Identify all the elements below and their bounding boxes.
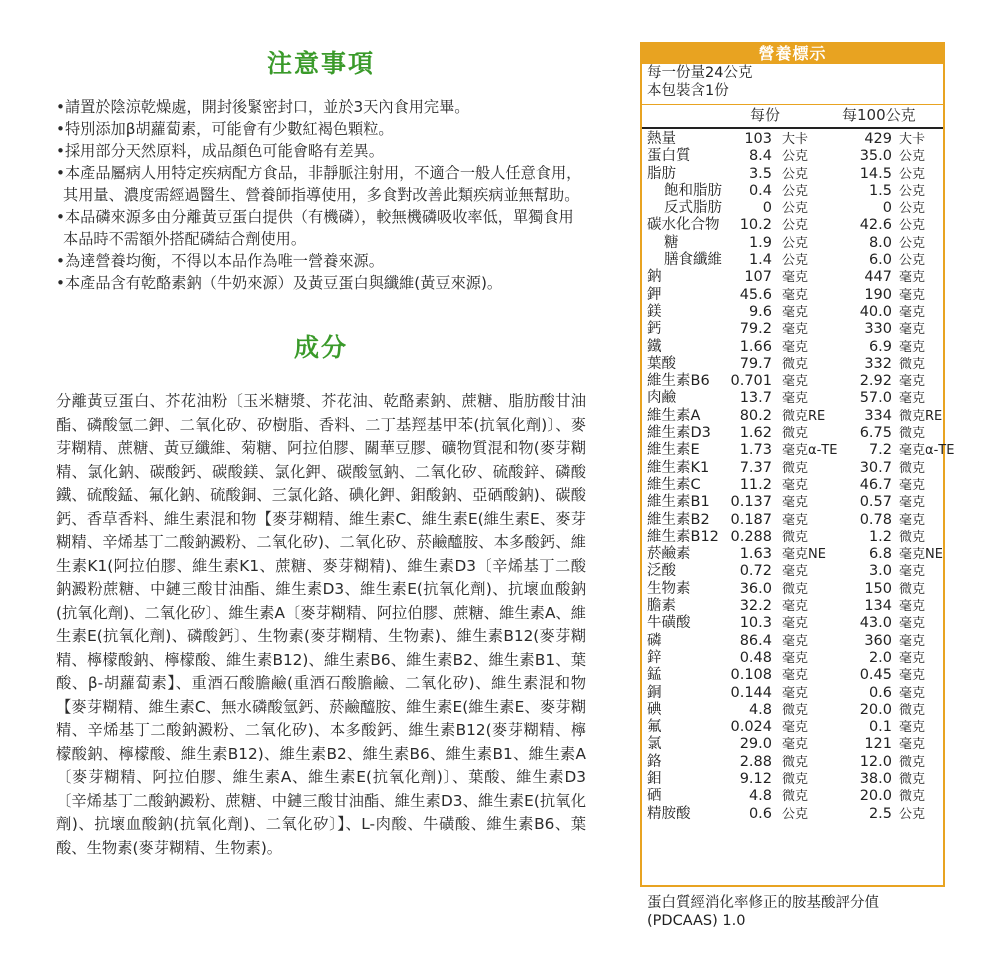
value-per-serving: 79.2 bbox=[739, 321, 772, 338]
nutrient-row bbox=[642, 719, 943, 736]
value-per-serving: 0.4 bbox=[748, 182, 772, 199]
nutrient-name: 維生素K1 bbox=[647, 459, 710, 476]
value-per-100g: 0 bbox=[882, 200, 892, 217]
value-per-serving: 1.4 bbox=[748, 252, 772, 269]
unit-per-serving: 毫克 bbox=[782, 477, 809, 493]
value-per-100g: 3.0 bbox=[868, 563, 892, 580]
unit-per-serving: 公克 bbox=[782, 235, 809, 251]
nutrient-row bbox=[642, 390, 943, 407]
value-per-100g: 14.5 bbox=[859, 165, 892, 182]
nutrient-name: 維生素E bbox=[647, 442, 700, 459]
value-per-serving: 9.12 bbox=[739, 770, 772, 787]
unit-per-100g: 微克 bbox=[899, 789, 926, 805]
nutrient-row bbox=[642, 477, 943, 494]
value-per-100g: 2.5 bbox=[868, 805, 892, 822]
value-per-serving: 0 bbox=[762, 200, 772, 217]
unit-per-serving: 毫克 bbox=[782, 304, 809, 320]
value-per-serving: 0.288 bbox=[730, 528, 772, 545]
value-per-100g: 46.7 bbox=[859, 476, 892, 493]
unit-per-100g: 微克 bbox=[899, 426, 926, 442]
note-item: •特別添加β胡蘿蔔素，可能會有少數紅褐色顆粒。 bbox=[56, 120, 394, 138]
nutrient-row bbox=[642, 235, 943, 252]
unit-per-100g: 毫克 bbox=[899, 322, 926, 338]
nutrient-name: 膳食纖維 bbox=[664, 252, 722, 269]
nutrient-row bbox=[642, 217, 943, 234]
unit-per-100g: 毫克 bbox=[899, 270, 926, 286]
unit-per-100g: 微克 bbox=[899, 581, 926, 597]
unit-per-serving: 毫克 bbox=[782, 685, 809, 701]
nutrient-name: 膽素 bbox=[647, 598, 676, 615]
note-item: •為達營養均衡，不得以本品作為唯一營養來源。 bbox=[56, 252, 384, 270]
nutrient-row bbox=[642, 667, 943, 684]
nutrient-row bbox=[642, 373, 943, 390]
nutrient-row bbox=[642, 269, 943, 286]
value-per-serving: 7.37 bbox=[739, 459, 772, 476]
value-per-serving: 36.0 bbox=[739, 580, 772, 597]
value-per-100g: 0.1 bbox=[868, 719, 892, 736]
unit-per-serving: 毫克 bbox=[782, 391, 809, 407]
nutrient-row bbox=[642, 339, 943, 356]
value-per-100g: 35.0 bbox=[859, 148, 892, 165]
nutrient-name: 鉀 bbox=[647, 286, 662, 303]
unit-per-serving: 公克 bbox=[782, 183, 809, 199]
nutrient-name: 維生素B2 bbox=[647, 511, 710, 528]
value-per-100g: 20.0 bbox=[859, 701, 892, 718]
nutrient-name: 鈣 bbox=[647, 321, 662, 338]
nutrient-name: 菸鹼素 bbox=[647, 546, 691, 563]
value-per-100g: 190 bbox=[864, 286, 892, 303]
unit-per-100g: 微克 bbox=[899, 771, 926, 787]
nutrient-row bbox=[642, 460, 943, 477]
value-per-100g: 6.0 bbox=[868, 252, 892, 269]
value-per-serving: 29.0 bbox=[739, 736, 772, 753]
pdcaas-note bbox=[647, 894, 947, 930]
value-per-100g: 334 bbox=[864, 407, 892, 424]
unit-per-100g: 微克 bbox=[899, 460, 926, 476]
nutrient-name: 脂肪 bbox=[647, 165, 676, 182]
value-per-100g: 6.8 bbox=[868, 546, 892, 563]
nutrient-row bbox=[642, 581, 943, 598]
unit-per-serving: 公克 bbox=[782, 166, 809, 182]
value-per-serving: 1.9 bbox=[748, 234, 772, 251]
value-per-100g: 6.75 bbox=[859, 425, 892, 442]
nutrient-row bbox=[642, 304, 943, 321]
unit-per-100g: 毫克 bbox=[899, 512, 926, 528]
value-per-100g: 150 bbox=[864, 580, 892, 597]
nutrient-name: 精胺酸 bbox=[647, 805, 691, 822]
unit-per-100g: 大卡 bbox=[899, 132, 926, 147]
nutrient-row bbox=[642, 148, 943, 165]
unit-per-serving: 毫克NE bbox=[782, 547, 826, 563]
nutrient-name: 氯 bbox=[647, 736, 662, 753]
nutrient-name: 維生素B6 bbox=[647, 373, 710, 390]
nutrient-row bbox=[642, 771, 943, 788]
value-per-100g: 12.0 bbox=[859, 753, 892, 770]
unit-per-serving: 微克 bbox=[782, 702, 809, 718]
unit-per-100g: 毫克 bbox=[899, 304, 926, 320]
unit-per-serving: 毫克 bbox=[782, 737, 809, 753]
value-per-serving: 4.8 bbox=[748, 788, 772, 805]
unit-per-100g: 微克 bbox=[899, 754, 926, 770]
nutrient-name: 蛋白質 bbox=[647, 148, 691, 165]
value-per-100g: 30.7 bbox=[859, 459, 892, 476]
unit-per-serving: 毫克 bbox=[782, 564, 809, 580]
value-per-serving: 8.4 bbox=[748, 148, 772, 165]
nutrient-row bbox=[642, 563, 943, 580]
value-per-serving: 0.72 bbox=[739, 563, 772, 580]
value-per-serving: 3.5 bbox=[748, 165, 772, 182]
nutrient-name: 熱量 bbox=[647, 131, 676, 147]
value-per-serving: 0.024 bbox=[730, 719, 772, 736]
left-column bbox=[56, 44, 586, 860]
value-per-serving: 0.48 bbox=[739, 649, 772, 666]
unit-per-100g: 公克 bbox=[899, 166, 926, 182]
nutrient-row bbox=[642, 529, 943, 546]
unit-per-serving: 毫克 bbox=[782, 512, 809, 528]
ingredients-title: 成分 bbox=[293, 333, 348, 362]
unit-per-serving: 毫克α-TE bbox=[782, 443, 838, 459]
value-per-serving: 0.137 bbox=[730, 494, 772, 511]
note-item: •本品磷來源多由分離黃豆蛋白提供（有機磷），較無機磷吸收率低，單獨食用本品時不需額外搭配磷結合劑使用。 bbox=[56, 208, 574, 248]
unit-per-serving: 公克 bbox=[782, 806, 809, 822]
unit-per-serving: 大卡 bbox=[782, 132, 809, 147]
unit-per-100g: 毫克 bbox=[899, 720, 926, 736]
value-per-100g: 6.9 bbox=[868, 338, 892, 355]
value-per-serving: 13.7 bbox=[739, 390, 772, 407]
value-per-100g: 0.6 bbox=[868, 684, 892, 701]
unit-per-100g: 公克 bbox=[899, 218, 926, 234]
unit-per-serving: 毫克 bbox=[782, 720, 809, 736]
value-per-serving: 10.3 bbox=[739, 615, 772, 632]
nutrient-row bbox=[642, 356, 943, 373]
nutrient-row bbox=[642, 200, 943, 217]
col-per-serving: 每份 bbox=[750, 106, 781, 124]
nutrient-name: 肉鹼 bbox=[647, 390, 676, 407]
nutrient-row bbox=[642, 131, 943, 148]
value-per-serving: 0.187 bbox=[730, 511, 772, 528]
value-per-serving: 0.701 bbox=[730, 373, 772, 390]
nutrient-row bbox=[642, 425, 943, 442]
value-per-serving: 86.4 bbox=[739, 632, 772, 649]
column-header bbox=[642, 104, 943, 125]
value-per-100g: 447 bbox=[864, 269, 892, 286]
unit-per-serving: 毫克 bbox=[782, 495, 809, 511]
nutrient-name: 反式脂肪 bbox=[664, 200, 722, 217]
nutrient-row bbox=[642, 287, 943, 304]
unit-per-100g: 公克 bbox=[899, 235, 926, 251]
value-per-100g: 332 bbox=[864, 355, 892, 372]
unit-per-100g: 毫克 bbox=[899, 616, 926, 632]
nutrient-row bbox=[642, 408, 943, 425]
unit-per-serving: 微克 bbox=[782, 356, 809, 372]
nutrient-name: 鉻 bbox=[647, 753, 662, 770]
value-per-100g: 429 bbox=[864, 131, 892, 147]
nutrient-name: 泛酸 bbox=[647, 563, 676, 580]
unit-per-100g: 毫克 bbox=[899, 599, 926, 615]
unit-per-100g: 公克 bbox=[899, 201, 926, 217]
value-per-serving: 1.63 bbox=[739, 546, 772, 563]
nutrient-row bbox=[642, 685, 943, 702]
value-per-100g: 1.2 bbox=[868, 528, 892, 545]
unit-per-serving: 微克 bbox=[782, 789, 809, 805]
nutrient-row bbox=[642, 650, 943, 667]
unit-per-100g: 毫克 bbox=[899, 737, 926, 753]
unit-per-serving: 微克 bbox=[782, 529, 809, 545]
value-per-serving: 1.62 bbox=[739, 425, 772, 442]
value-per-100g: 330 bbox=[864, 321, 892, 338]
value-per-serving: 4.8 bbox=[748, 701, 772, 718]
pdcaas-line1: 蛋白質經消化率修正的胺基酸評分值 bbox=[647, 895, 879, 911]
unit-per-serving: 毫克 bbox=[782, 322, 809, 338]
unit-per-100g: 微克 bbox=[899, 356, 926, 372]
unit-per-serving: 公克 bbox=[782, 253, 809, 269]
unit-per-serving: 公克 bbox=[782, 149, 809, 165]
nutrition-panel bbox=[640, 42, 955, 929]
value-per-100g: 2.92 bbox=[859, 373, 892, 390]
nutrient-row bbox=[642, 615, 943, 632]
nutrient-name: 糖 bbox=[664, 234, 679, 251]
nutrient-row bbox=[642, 546, 943, 563]
unit-per-serving: 毫克 bbox=[782, 287, 809, 303]
nutrition-title: 營養標示 bbox=[642, 44, 943, 64]
unit-per-100g: 毫克 bbox=[899, 685, 926, 701]
value-per-serving: 0.6 bbox=[748, 805, 772, 822]
ingredients-text: 分離黃豆蛋白、芥花油粉〔玉米糖漿、芥花油、乾酪素鈉、蔗糖、脂肪酸甘油酯、磷酸氫二鉀、二氧化矽、矽樹脂、香料、二丁基羥基甲苯(抗氧化劑)〕、麥芽糊精、蔗糖、黃豆纖維、菊糖、阿拉伯膠、關華豆膠、礦物質混和物(麥芽糊精、氯化鈉、碳酸鈣、碳酸鎂、氯化鉀、碳酸氫鈉、二氧化矽、硫酸鋅、磷酸鐵、硫酸錳、氟化鈉、硫酸銅、三氯化鉻、碘化鉀、鉬酸鈉、亞硒酸鈉)、碳酸鈣、香草香料、維生素混和物【麥芽糊精、維生素C、維生素E(維生素E、麥芽糊精、辛烯基丁二酸鈉澱粉、二氧化矽)、二氧化矽、菸鹼醯胺、本多酸鈣、維生素K1(阿拉伯膠、維生素K1、蔗糖、麥芽糊精)、維生素D3〔辛烯基丁二酸鈉澱粉蔗糖、中鏈三酸甘油酯、維生素D3、維生素E(抗氧化劑)、抗壞血酸鈉(抗氧化劑)、二氧化矽〕、維生素A〔麥芽糊精、阿拉伯膠、蔗糖、維生素A、維生素E(抗氧化劑)、磷酸鈣〕、生物素(麥芽糊精、生物素)、維生素B12(麥芽糊精、檸檬酸鈉、檸檬酸、維生素B12)、維生素B6、維生素B2、維生素B1、葉酸、β-胡蘿蔔素】、重酒石酸膽鹼(重酒石酸膽鹼、二氧化矽)、維生素混和物【麥芽糊精、維生素C、無水磷酸氫鈣、菸鹼醯胺、維生素E(維生素E、麥芽糊精、辛烯基丁二酸鈉澱粉、二氧化矽)、本多酸鈣、維生素B12(麥芽糊精、檸檬酸鈉、檸檬酸、維生素B12)、維生素B2、維生素B6、維生素B1、維生素A〔麥芽糊精、阿拉伯膠、維生素A、維生素E(抗氧化劑)〕、葉酸、維生素D3〔辛烯基丁二酸鈉澱粉、蔗糖、中鏈三酸甘油酯、維生素D3、維生素E(抗氧化劑)、抗壞血酸鈉(抗氧化劑)、二氧化矽〕】、L-肉酸、牛磺酸、維生素B6、葉酸、生物素(麥芽糊精、生物素)。 bbox=[56, 392, 587, 857]
unit-per-serving: 毫克 bbox=[782, 374, 809, 390]
value-per-100g: 43.0 bbox=[859, 615, 892, 632]
value-per-serving: 1.66 bbox=[739, 338, 772, 355]
nutrient-row bbox=[642, 442, 955, 459]
unit-per-100g: 毫克 bbox=[899, 495, 926, 511]
nutrient-row bbox=[642, 598, 943, 615]
unit-per-100g: 公克 bbox=[899, 183, 926, 199]
serving-size: 每一份量24公克 bbox=[647, 65, 753, 81]
nutrient-name: 碳水化合物 bbox=[647, 217, 720, 234]
unit-per-100g: 微克 bbox=[899, 702, 926, 718]
nutrient-name: 牛磺酸 bbox=[647, 615, 691, 632]
nutrient-name: 氟 bbox=[647, 719, 662, 736]
value-per-100g: 8.0 bbox=[868, 234, 892, 251]
unit-per-100g: 毫克NE bbox=[899, 547, 943, 563]
unit-per-100g: 毫克 bbox=[899, 339, 926, 355]
value-per-100g: 57.0 bbox=[859, 390, 892, 407]
nutrient-name: 維生素A bbox=[647, 407, 701, 424]
nutrient-name: 銅 bbox=[647, 684, 662, 701]
notes-list bbox=[56, 96, 586, 294]
unit-per-100g: 毫克 bbox=[899, 477, 926, 493]
nutrient-name: 飽和脂肪 bbox=[664, 182, 722, 199]
value-per-serving: 32.2 bbox=[739, 598, 772, 615]
note-item: •本產品屬病人用特定疾病配方食品，非靜脈注射用，不適合一般人任意食用，其用量、濃度需經過醫生、營養師指導使用，多食對改善此類疾病並無幫助。 bbox=[56, 164, 582, 204]
unit-per-serving: 微克 bbox=[782, 460, 809, 476]
value-per-100g: 7.2 bbox=[868, 442, 892, 459]
value-per-100g: 42.6 bbox=[859, 217, 892, 234]
value-per-serving: 2.88 bbox=[739, 753, 772, 770]
servings-per-package: 本包裝含1份 bbox=[647, 83, 729, 99]
nutrient-name: 硒 bbox=[647, 788, 662, 805]
value-per-100g: 38.0 bbox=[859, 770, 892, 787]
unit-per-100g: 微克 bbox=[899, 529, 926, 545]
unit-per-100g: 公克 bbox=[899, 253, 926, 269]
value-per-100g: 134 bbox=[864, 598, 892, 615]
value-per-serving: 80.2 bbox=[739, 407, 772, 424]
unit-per-100g: 微克RE bbox=[899, 408, 943, 424]
note-item: •請置於陰涼乾燥處，開封後緊密封口，並於3天內食用完畢。 bbox=[56, 98, 470, 116]
unit-per-serving: 毫克 bbox=[782, 650, 809, 666]
nutrient-row bbox=[642, 806, 943, 823]
unit-per-serving: 毫克 bbox=[782, 616, 809, 632]
nutrient-row bbox=[642, 252, 943, 269]
unit-per-100g: 毫克 bbox=[899, 668, 926, 684]
unit-per-serving: 微克RE bbox=[782, 408, 826, 424]
nutrient-name: 生物素 bbox=[647, 580, 691, 597]
unit-per-100g: 毫克 bbox=[899, 374, 926, 390]
nutrient-name: 維生素B12 bbox=[647, 528, 719, 545]
value-per-serving: 103 bbox=[744, 131, 772, 147]
nutrient-name: 維生素C bbox=[647, 476, 701, 493]
nutrient-row bbox=[642, 494, 943, 511]
value-per-100g: 40.0 bbox=[859, 303, 892, 320]
value-per-serving: 107 bbox=[744, 269, 772, 286]
unit-per-100g: 公克 bbox=[899, 806, 926, 822]
value-per-serving: 0.108 bbox=[730, 667, 772, 684]
unit-per-100g: 毫克 bbox=[899, 391, 926, 407]
nutrient-name: 葉酸 bbox=[647, 355, 676, 372]
nutrient-name: 維生素B1 bbox=[647, 494, 710, 511]
value-per-100g: 0.45 bbox=[859, 667, 892, 684]
nutrient-name: 錳 bbox=[647, 667, 662, 684]
unit-per-serving: 毫克 bbox=[782, 270, 809, 286]
unit-per-100g: 毫克 bbox=[899, 287, 926, 303]
nutrient-name: 鉬 bbox=[647, 770, 662, 787]
value-per-100g: 121 bbox=[864, 736, 892, 753]
value-per-100g: 2.0 bbox=[868, 649, 892, 666]
pdcaas-line2: (PDCAAS) 1.0 bbox=[647, 913, 746, 929]
nutrient-row bbox=[642, 754, 943, 771]
unit-per-serving: 毫克 bbox=[782, 599, 809, 615]
col-per-100g: 每100公克 bbox=[842, 106, 916, 124]
nutrition-rows bbox=[642, 127, 955, 823]
nutrient-row bbox=[642, 321, 943, 338]
value-per-100g: 0.78 bbox=[859, 511, 892, 528]
nutrient-name: 鋅 bbox=[647, 649, 662, 666]
unit-per-serving: 毫克 bbox=[782, 339, 809, 355]
value-per-serving: 45.6 bbox=[739, 286, 772, 303]
unit-per-100g: 毫克α-TE bbox=[899, 443, 955, 459]
unit-per-serving: 微克 bbox=[782, 754, 809, 770]
nutrient-row bbox=[642, 166, 943, 183]
nutrient-row bbox=[642, 788, 943, 805]
nutrient-row bbox=[642, 736, 943, 753]
value-per-serving: 79.7 bbox=[739, 355, 772, 372]
unit-per-serving: 微克 bbox=[782, 771, 809, 787]
unit-per-serving: 公克 bbox=[782, 201, 809, 217]
unit-per-serving: 毫克 bbox=[782, 668, 809, 684]
unit-per-100g: 毫克 bbox=[899, 633, 926, 649]
nutrient-name: 碘 bbox=[647, 701, 662, 718]
note-item: •採用部分天然原料，成品顏色可能會略有差異。 bbox=[56, 142, 384, 160]
nutrient-name: 鎂 bbox=[647, 303, 662, 320]
value-per-serving: 9.6 bbox=[748, 303, 772, 320]
value-per-100g: 1.5 bbox=[868, 182, 892, 199]
nutrient-row bbox=[642, 183, 943, 200]
unit-per-100g: 公克 bbox=[899, 149, 926, 165]
nutrient-name: 磷 bbox=[647, 632, 662, 649]
nutrient-name: 鈉 bbox=[647, 269, 662, 286]
value-per-serving: 1.73 bbox=[739, 442, 772, 459]
value-per-100g: 0.57 bbox=[859, 494, 892, 511]
nutrient-name: 維生素D3 bbox=[647, 425, 711, 442]
notes-title: 注意事項 bbox=[266, 49, 375, 78]
nutrient-row bbox=[642, 702, 943, 719]
note-item: •本產品含有乾酪素鈉（牛奶來源）及黃豆蛋白與纖維(黃豆來源)。 bbox=[56, 274, 503, 292]
nutrient-row bbox=[642, 512, 943, 529]
value-per-serving: 11.2 bbox=[739, 476, 772, 493]
nutrient-name: 鐵 bbox=[647, 338, 662, 355]
unit-per-100g: 毫克 bbox=[899, 564, 926, 580]
value-per-serving: 10.2 bbox=[739, 217, 772, 234]
unit-per-serving: 微克 bbox=[782, 581, 809, 597]
value-per-100g: 360 bbox=[864, 632, 892, 649]
unit-per-serving: 毫克 bbox=[782, 633, 809, 649]
unit-per-100g: 毫克 bbox=[899, 650, 926, 666]
value-per-100g: 20.0 bbox=[859, 788, 892, 805]
value-per-serving: 0.144 bbox=[730, 684, 772, 701]
unit-per-serving: 微克 bbox=[782, 426, 809, 442]
unit-per-serving: 公克 bbox=[782, 218, 809, 234]
nutrient-row bbox=[642, 633, 943, 650]
